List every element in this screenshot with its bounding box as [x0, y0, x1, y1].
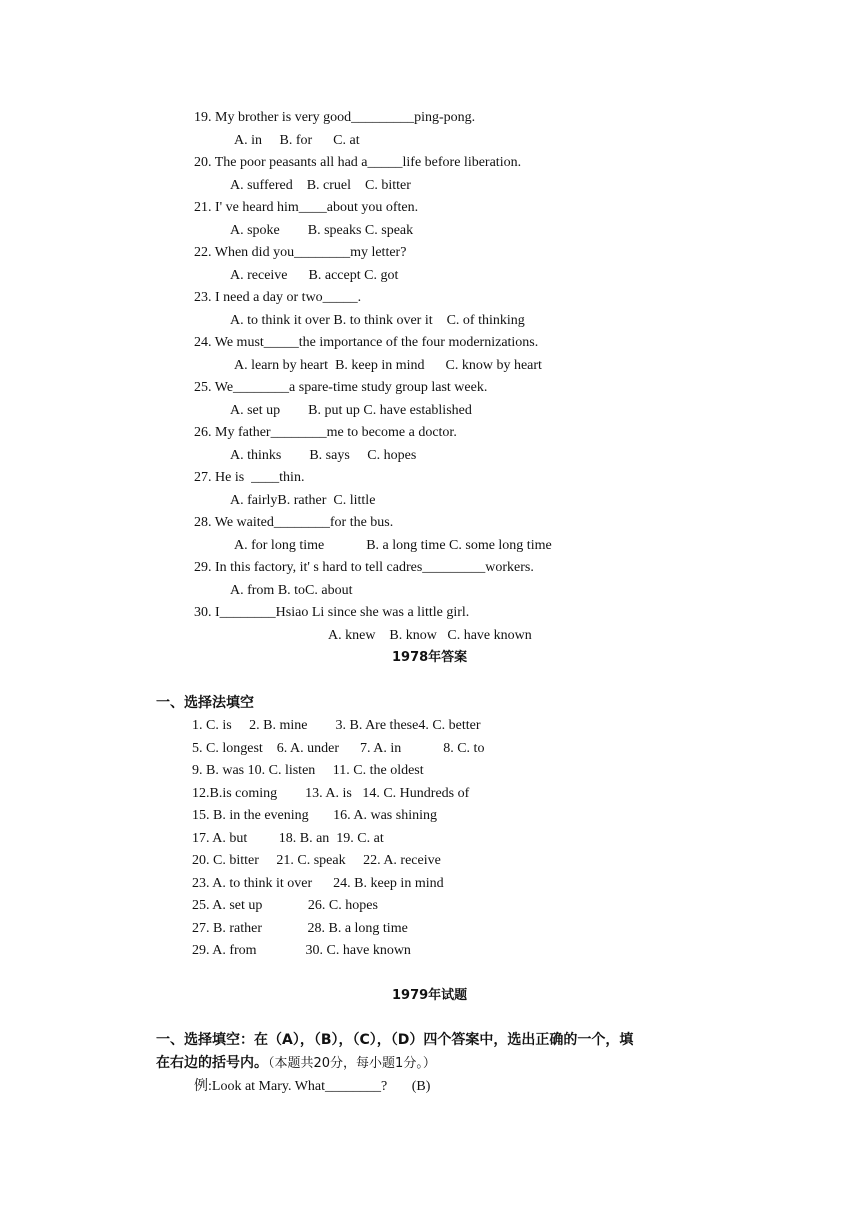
answer-row: 17. A. but 18. B. an 19. C. at [192, 831, 384, 846]
question-25-stem: 25. We________a spare-time study group last week. [194, 380, 488, 395]
question-20-options: A. suffered B. cruel C. bitter [230, 178, 411, 193]
answer-row: 27. B. rather 28. B. a long time [192, 921, 408, 936]
instruction-line-1: 一、选择填空：在（A），（B），（C），（D）四个答案中，选出正确的一个，填 [156, 1032, 634, 1048]
question-26-stem: 26. My father________me to become a doctor. [194, 425, 457, 440]
answer-row: 25. A. set up 26. C. hopes [192, 898, 378, 913]
question-24-options: A. learn by heart B. keep in mind C. know by heart [234, 358, 542, 373]
answer-row: 29. A. from 30. C. have known [192, 943, 411, 958]
section-1-title: 一、选择法填空 [156, 695, 254, 711]
question-23-options: A. to think it over B. to think over it C. of thinking [230, 313, 525, 328]
instruction-line-2-bold: 在右边的括号内。 [156, 1055, 268, 1071]
exam-1979-title: 1979年试题 [392, 988, 468, 1003]
question-28-stem: 28. We waited________for the bus. [194, 515, 394, 530]
question-19-stem: 19. My brother is very good_________ping-pong. [194, 110, 476, 125]
question-19-options: A. in B. for C. at [234, 133, 360, 148]
question-20-stem: 20. The poor peasants all had a_____life before liberation. [194, 155, 522, 170]
question-26-options: A. thinks B. says C. hopes [230, 448, 417, 463]
question-29-options: A. from B. toC. about [230, 583, 353, 598]
answer-row: 1. C. is 2. B. mine 3. B. Are these4. C. better [192, 718, 481, 733]
answer-row: 20. C. bitter 21. C. speak 22. A. receive [192, 853, 441, 868]
answer-row: 9. B. was 10. C. listen 11. C. the oldest [192, 763, 424, 778]
question-28-options: A. for long time B. a long time C. some long time [234, 538, 552, 553]
answer-row: 15. B. in the evening 16. A. was shining [192, 808, 437, 823]
answer-row: 12.B.is coming 13. A. is 14. C. Hundreds of [192, 786, 470, 801]
question-30-stem: 30. I________Hsiao Li since she was a little girl. [194, 605, 470, 620]
answers-title: 1978年答案 [392, 650, 468, 665]
question-30-options: A. knew B. know C. have known [328, 628, 532, 643]
instruction-line-2-note: （本题共20分，每小题1分。） [268, 1056, 436, 1071]
question-29-stem: 29. In this factory, it' s hard to tell cadres_________workers. [194, 560, 534, 575]
question-21-stem: 21. I' ve heard him____about you often. [194, 200, 419, 215]
question-25-options: A. set up B. put up C. have established [230, 403, 472, 418]
question-27-stem: 27. He is ____thin. [194, 470, 305, 485]
question-21-options: A. spoke B. speaks C. speak [230, 223, 414, 238]
question-27-options: A. fairlyB. rather C. little [230, 493, 376, 508]
answer-row: 5. C. longest 6. A. under 7. A. in 8. C. to [192, 741, 485, 756]
instruction-line-2 [156, 1055, 436, 1072]
question-23-stem: 23. I need a day or two_____. [194, 290, 362, 305]
example-line: 例:Look at Mary. What________? (B) [194, 1079, 431, 1094]
question-22-options: A. receive B. accept C. got [230, 268, 399, 283]
answer-row: 23. A. to think it over 24. B. keep in mind [192, 876, 444, 891]
question-22-stem: 22. When did you________my letter? [194, 245, 407, 260]
question-24-stem: 24. We must_____the importance of the four modernizations. [194, 335, 539, 350]
